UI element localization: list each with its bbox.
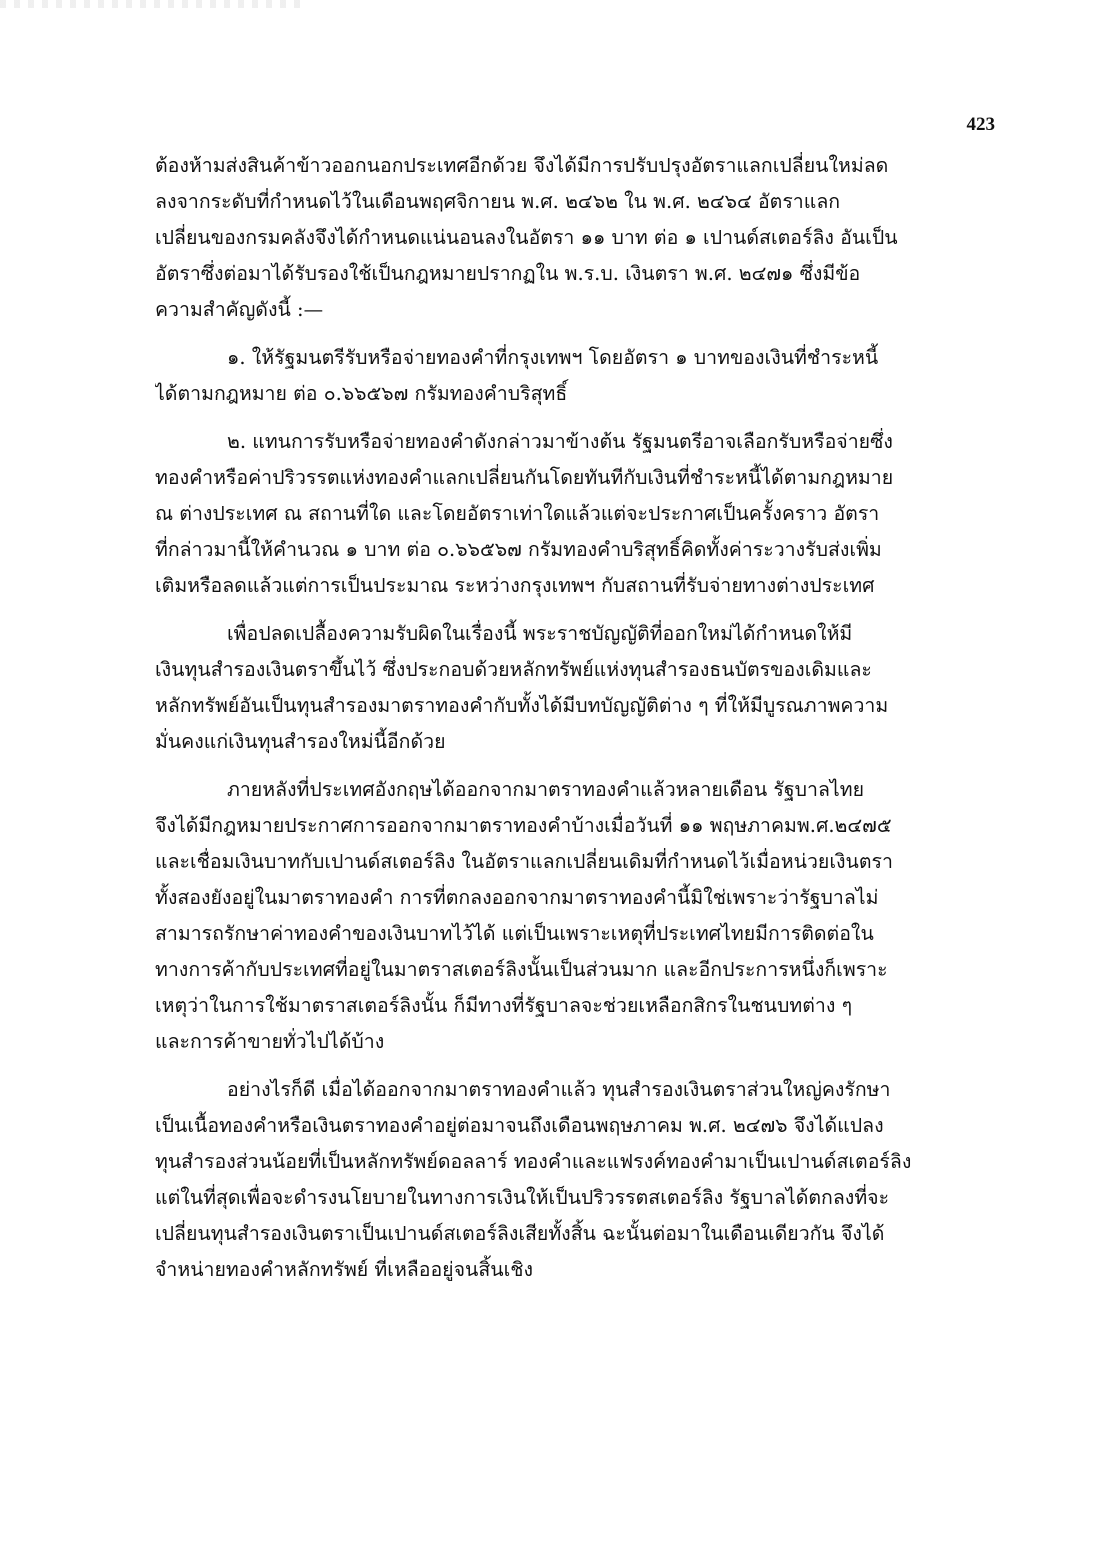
text-line: ภายหลังที่ประเทศอังกฤษได้ออกจากมาตราทองคำแล้วหลายเดือน รัฐบาลไทย [227, 778, 864, 801]
text-line: อย่างไรก็ดี เมื่อได้ออกจากมาตราทองคำแล้ว ทุนสำรองเงินตราส่วนใหญ่คงรักษา [227, 1078, 891, 1101]
text-line: สามารถรักษาค่าทองคำของเงินบาทไว้ได้ แต่เป็นเพราะเหตุที่ประเทศไทยมีการติดต่อใน [155, 922, 874, 945]
paragraph [155, 772, 960, 1060]
text-line: ณ ต่างประเทศ ณ สถานที่ใด และโดยอัตราเท่าใดแล้วแต่จะประกาศเป็นครั้งคราว อัตรา [155, 502, 880, 525]
text-line: เปลี่ยนของกรมคลังจึงได้กำหนดแน่นอนลงในอัตรา ๑๑ บาท ต่อ ๑ เปานด์สเตอร์ลิง อันเป็น [155, 226, 898, 249]
text-line: ได้ตามกฎหมาย ต่อ ๐.๖๖๕๖๗ กรัมทองคำบริสุทธิ์ [155, 382, 568, 405]
scan-edge-artifact [0, 0, 300, 8]
text-line: มั่นคงแก่เงินทุนสำรองใหม่นี้อีกด้วย [155, 730, 446, 753]
text-line: จึงได้มีกฎหมายประกาศการออกจากมาตราทองคำบ้างเมื่อวันที่ ๑๑ พฤษภาคมพ.ศ.๒๔๗๕ [155, 814, 892, 837]
text-line: ๒. แทนการรับหรือจ่ายทองคำดังกล่าวมาข้างต้น รัฐมนตรีอาจเลือกรับหรือจ่ายซึ่ง [227, 430, 893, 453]
paragraph [155, 1072, 960, 1288]
text-line: เติมหรือลดแล้วแต่การเป็นประมาณ ระหว่างกรุงเทพฯ กับสถานที่รับจ่ายทางต่างประเทศ [155, 574, 875, 597]
text-line: ๑. ให้รัฐมนตรีรับหรือจ่ายทองคำที่กรุงเทพฯ โดยอัตรา ๑ บาทของเงินที่ชำระหนี้ [227, 346, 879, 369]
text-line: เปลี่ยนทุนสำรองเงินตราเป็นเปานด์สเตอร์ลิงเสียทั้งสิ้น ฉะนั้นต่อมาในเดือนเดียวกัน จึงได้ [155, 1222, 885, 1245]
text-line: เพื่อปลดเปลื้องความรับผิดในเรื่องนี้ พระราชบัญญัติที่ออกใหม่ได้กำหนดให้มี [227, 622, 853, 645]
text-line: เงินทุนสำรองเงินตราขึ้นไว้ ซึ่งประกอบด้วยหลักทรัพย์แห่งทุนสำรองธนบัตรของเดิมและ [155, 658, 872, 681]
text-line: อัตราซึ่งต่อมาได้รับรองใช้เป็นกฎหมายปรากฏใน พ.ร.บ. เงินตรา พ.ศ. ๒๔๗๑ ซึ่งมีข้อ [155, 262, 861, 285]
text-line: แต่ในที่สุดเพื่อจะดำรงนโยบายในทางการเงินให้เป็นปริวรรตสเตอร์ลิง รัฐบาลได้ตกลงที่จะ [155, 1186, 890, 1209]
text-line: ทองคำหรือค่าปริวรรตแห่งทองคำแลกเปลี่ยนกันโดยทันทีกับเงินที่ชำระหนี้ได้ตามกฎหมาย [155, 466, 894, 489]
text-line: และการค้าขายทั่วไปได้บ้าง [155, 1030, 385, 1053]
paragraph [155, 424, 960, 604]
page-number: 423 [966, 114, 995, 135]
paragraph [155, 148, 960, 328]
text-line: ทุนสำรองส่วนน้อยที่เป็นหลักทรัพย์ดอลลาร์ ทองคำและแฟรงค์ทองคำมาเป็นเปานด์สเตอร์ลิง [155, 1150, 912, 1173]
text-line: ทั้งสองยังอยู่ในมาตราทองคำ การที่ตกลงออกจากมาตราทองคำนี้มิใช่เพราะว่ารัฐบาลไม่ [155, 886, 879, 909]
text-line: เหตุว่าในการใช้มาตราสเตอร์ลิงนั้น ก็มีทางที่รัฐบาลจะช่วยเหลือกสิกรในชนบทต่าง ๆ [155, 994, 853, 1017]
paragraph [155, 340, 960, 412]
paragraph [155, 616, 960, 760]
text-line: เป็นเนื้อทองคำหรือเงินตราทองคำอยู่ต่อมาจนถึงเดือนพฤษภาคม พ.ศ. ๒๔๗๖ จึงได้แปลง [155, 1114, 884, 1137]
text-line: ต้องห้ามส่งสินค้าข้าวออกนอกประเทศอีกด้วย จึงได้มีการปรับปรุงอัตราแลกเปลี่ยนใหม่ลด [155, 154, 889, 177]
text-line: และเชื่อมเงินบาทกับเปานด์สเตอร์ลิง ในอัตราแลกเปลี่ยนเดิมที่กำหนดไว้เมื่อหน่วยเงินตรา [155, 850, 893, 873]
text-line: ลงจากระดับที่กำหนดไว้ในเดือนพฤศจิกายน พ.ศ. ๒๔๖๒ ใน พ.ศ. ๒๔๖๔ อัตราแลก [155, 190, 841, 213]
text-line: หลักทรัพย์อันเป็นทุนสำรองมาตราทองคำกับทั้งได้มีบทบัญญัติต่าง ๆ ที่ให้มีบูรณภาพความ [155, 694, 889, 717]
text-line: ที่กล่าวมานี้ให้คำนวณ ๑ บาท ต่อ ๐.๖๖๕๖๗ กรัมทองคำบริสุทธิ์คิดทั้งค่าระวางรับส่งเพิ่ม [155, 538, 882, 561]
text-line: ทางการค้ากับประเทศที่อยู่ในมาตราสเตอร์ลิงนั้นเป็นส่วนมาก และอีกประการหนึ่งก็เพราะ [155, 958, 888, 981]
text-line: ความสำคัญดังนี้ :— [155, 298, 324, 321]
text-line: จำหน่ายทองคำหลักทรัพย์ ที่เหลืออยู่จนสิ้นเชิง [155, 1258, 534, 1281]
document-body [155, 148, 960, 1288]
